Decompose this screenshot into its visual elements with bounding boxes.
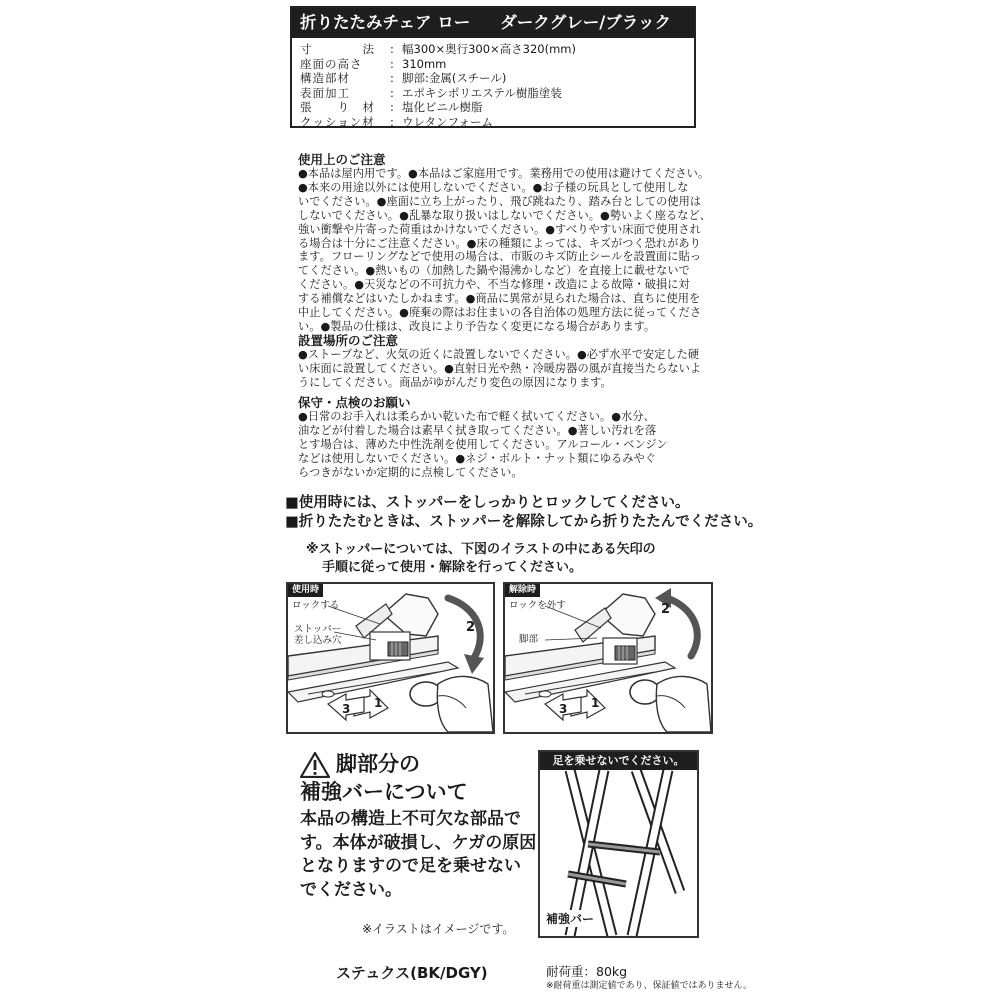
placement-line: い床面に設置してください。●直射日光や熱・冷暖房器の風が直接当たらないよ [298,361,702,375]
spec-value: ウレタンフォーム [402,114,493,129]
usage-line: ます。フローリングなどで使用の場合は、市販のキズ防止シールを設置面に貼っ [298,250,701,264]
placement-section [298,333,701,390]
usage-line: ●本品は屋内用です。●本品はご家庭用です。業務用での使用は避けてください。 [298,167,710,180]
panel-use-tag: 使用時 [288,584,323,597]
spec-key: 構造部材 [300,71,350,85]
step-1-label: 1 [374,696,383,710]
placement-line: ●ストーブなど、火気の近くに設置しないでください。●必ず水平で安定した硬 [298,348,700,361]
spec-row-size: 寸 法 : 幅300×奥行300×高さ320(mm) [300,42,576,56]
reinforcement-bar-label: 補強バー [546,912,595,926]
spec-key: 表面加工 [300,85,350,100]
chair-illustration-box [538,750,699,938]
instruction-fold: ■折りたたむときは、ストッパーを解除してから折りたたんでください。 [285,514,763,530]
chair-warning-tag: 足を乗せないでください。 [540,752,697,770]
warning-title-2: 補強バーについて [300,780,468,804]
product-code: ステュクス(BK/DGY) [336,964,488,982]
product-color: ダークグレー/ブラック [500,13,671,32]
spec-key: 寸 法 [300,42,375,56]
usage-line: 強い衝撃や片寄った荷重はかけないでください。●すべりやすい床面で使用され [298,222,701,236]
maintenance-heading: 保守・点検のお願い [298,395,411,410]
spec-value: 310mm [402,56,447,71]
usage-line: 中止してください。●廃棄の際はお住まいの各自治体の処理方法に従ってくださ [298,306,702,320]
step-3-label: 3 [559,702,568,716]
load-capacity-note: ※耐荷重は測定値であり、保証値ではありません。 [546,981,753,991]
warning-body [300,808,536,902]
warning-body-line: 本品の構造上不可欠な部品で [300,809,521,829]
unlock-label: ロックを外す [509,600,566,611]
spec-row-seat-height: 座面の高さ : 310mm [300,56,447,71]
step-3-label: 3 [342,702,351,716]
usage-line: いでください。●座面に立ち上がったり、飛び跳ねたり、踏み台としての使用は [298,194,702,208]
usage-line: る場合は十分にご注意ください。●床の種類によっては、キズがつく恐れがあり [298,236,701,250]
panel-release-tag: 解除時 [505,584,540,597]
spec-title-bar [292,8,694,38]
spec-row-finish: 表面加工 : エポキシポリエステル樹脂塗装 [300,85,562,100]
product-title: 折りたたみチェア ロー [300,13,471,32]
spec-table [290,6,696,128]
usage-heading: 使用上のご注意 [298,152,386,167]
usage-line: てください。●熱いもの（加熱した鍋や湯沸かしなど）を直接上に載せないで [298,264,690,278]
spec-key: クッション材 [300,114,375,129]
placement-line: うにしてください。商品がゆがんだり変色の原因になります。 [298,375,612,389]
spec-row-structure: 構造部材 : 脚部:金属(スチール) [300,71,507,85]
maintenance-line: とす場合は、薄めた中性洗剤を使用してください。アルコール・ベンジン [298,437,668,451]
illustration-use [286,582,495,734]
warning-body-line: でください。 [300,879,402,900]
warning-title-1: 脚部分の [336,752,420,776]
leg-label: 脚部 [519,634,539,645]
chair-legs-illustration [540,752,697,936]
usage-section [298,152,711,334]
stopper-note-line: 手順に従って使用・解除を行ってください。 [322,560,583,575]
stopper-note-line: ※ストッパーについては、下図のイラストの中にある矢印の [306,542,656,557]
usage-line: ください。●天災などの不可抗力や、不当な修理・改造による故障・破損に対 [298,278,690,292]
stopper-label: ストッパー [294,624,342,635]
spec-value: 幅300×奥行300×高さ320(mm) [402,42,576,56]
illustration-release [503,582,713,734]
placement-heading: 設置場所のご注意 [298,333,399,348]
spec-key: 座面の高さ [300,56,363,71]
maintenance-line: らつきがないか定期的に点検してください。 [298,465,523,479]
warning-body-line: す。本体が破損し、ケガの原因 [300,832,537,853]
stopper-hole-label: 差し込み穴 [294,635,342,646]
spec-row-upholstery: 張 り 材 : 塩化ビニル樹脂 [300,100,483,114]
spec-value: エポキシポリエステル樹脂塗装 [402,85,562,100]
instructions [285,494,762,532]
warning-body-line: となりますので足を乗せない [300,856,521,876]
maintenance-line: などは使用しないでください。●ネジ・ボルト・ナット類にゆるみやぐ [298,451,656,465]
usage-line: する補償などはいたしかねます。●商品に異常が見られた場合は、直ちに使用を [298,292,701,306]
step-1-label: 1 [591,696,600,710]
usage-line: い。●製品の仕様は、改良により予告なく変更になる場合があります。 [298,319,656,333]
stopper-note [306,541,656,577]
maintenance-section [298,395,668,480]
instruction-lock: ■使用時には、ストッパーをしっかりとロックしてください。 [285,495,690,511]
step-2-label: 2 [466,620,476,635]
spec-row-cushion: クッション材 : ウレタンフォーム [300,114,493,129]
usage-line: しないでください。●乱暴な取り扱いはしないでください。●勢いよく座るなど、 [298,208,711,222]
maintenance-line: ●日常のお手入れは柔らかい乾いた布で軽く拭いてください。●水分、 [298,410,655,423]
step-2-label: 2 [661,602,671,617]
lock-label: ロックする [292,600,340,611]
spec-value: 塩化ビニル樹脂 [402,100,483,114]
warning-icon [300,752,330,778]
illustration-note: ※イラストはイメージです。 [362,922,515,936]
usage-line: ●本来の用途以外には使用しないでください。●お子様の玩具として使用しな [298,180,689,194]
load-capacity: 耐荷重：80kg [546,964,628,979]
maintenance-line: 油などが付着した場合は素早く拭き取ってください。●著しい汚れを落 [298,423,657,437]
spec-key: 張 り 材 [300,100,375,114]
spec-value: 脚部:金属(スチール) [402,71,507,85]
